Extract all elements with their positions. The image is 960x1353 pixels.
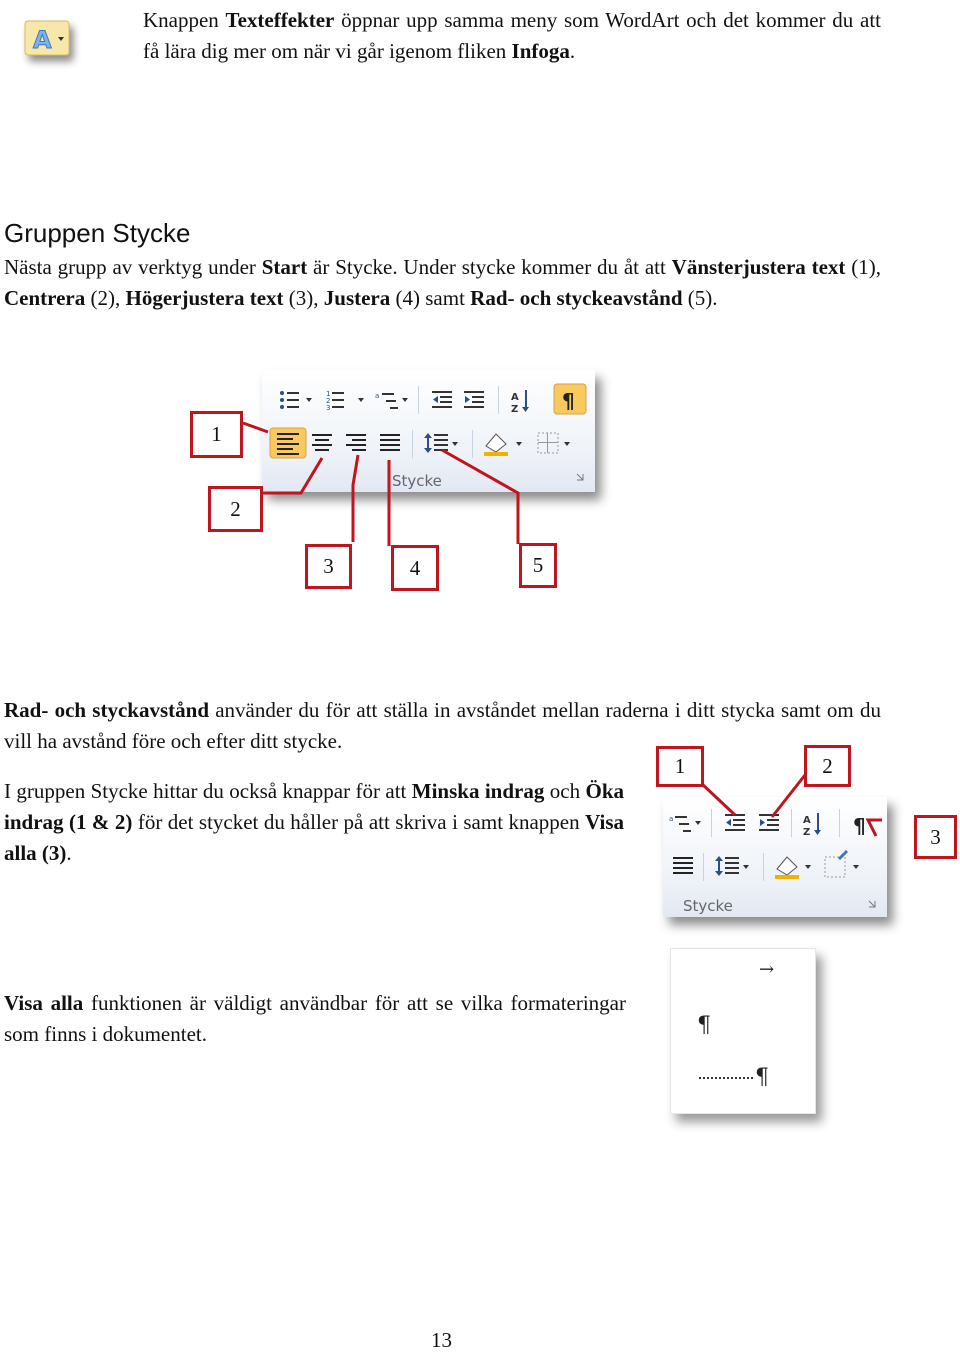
dotted-leader	[699, 1077, 753, 1079]
callout-3-align-right: 3	[305, 544, 352, 589]
indent-paragraph: I gruppen Stycke hittar du också knappar för att Minska indrag och Öka indrag (1 & 2) för det stycket du håller på att skriva i samt knappen Visa alla (3).	[4, 779, 625, 865]
svg-text:2: 2	[326, 397, 331, 405]
svg-text:A: A	[803, 815, 811, 826]
callout-2-center: 2	[208, 486, 263, 532]
paragraph-mark-2: ¶	[755, 1065, 769, 1090]
page-number: 13	[431, 1328, 452, 1352]
show-all-icon: ¶	[562, 389, 575, 413]
svg-text:a: a	[669, 815, 674, 823]
callout-3-show-all: 3	[914, 815, 957, 859]
svg-text:A: A	[511, 392, 519, 403]
paragraph-mark: ¶	[697, 1013, 711, 1038]
svg-text:a: a	[375, 392, 380, 400]
intro-infoga: Infoga	[511, 39, 570, 63]
callout-4-justify: 4	[391, 545, 439, 591]
svg-text:A: A	[33, 26, 52, 54]
svg-text:3: 3	[326, 404, 331, 412]
callout-5-line-spacing: 5	[519, 543, 557, 588]
intro-paragraph: Knappen Texteffekter öppnar upp samma meny som WordArt och det kommer du att få lära dig mer om när vi går igenom fliken Infoga.	[143, 8, 881, 63]
section-heading: Gruppen Stycke	[4, 218, 191, 248]
svg-text:Z: Z	[511, 404, 519, 415]
ribbon-group-label: Stycke	[392, 472, 442, 490]
section-paragraph: Nästa grupp av verktyg under Start är Stycke. Under stycke kommer du åt att Vänsterjustera text (1), Centrera (2), Högerjustera text (3), Justera (4) samt Rad- och styckeavstånd (5).	[4, 255, 881, 310]
callout-lines-small	[600, 730, 960, 910]
formatting-marks-figure	[670, 948, 816, 1114]
tab-arrow-mark: →	[759, 959, 775, 980]
intro-text-2: öppnar upp samma meny som WordArt och det kommer du att få lära dig mer om när vi går igenom fliken	[143, 8, 881, 63]
callout-1-decrease-indent: 1	[656, 746, 704, 787]
visa-alla-paragraph: Visa alla funktionen är väldigt användbar för att se vilka formateringar som finns i dokumentet.	[4, 991, 626, 1046]
callout-2-increase-indent: 2	[804, 745, 851, 787]
intro-text-1: Knappen	[143, 8, 226, 32]
intro-texteffekter: Texteffekter	[225, 8, 335, 32]
svg-text:Z: Z	[803, 827, 811, 838]
show-all-icon: ¶	[853, 814, 866, 838]
svg-text:1: 1	[326, 390, 331, 398]
ribbon-group-label-small: Stycke	[683, 897, 733, 915]
spacing-paragraph: Rad- och styckavstånd använder du för att ställa in avståndet mellan raderna i ditt stycka samt om du vill ha avstånd före och efter ditt stycke.	[4, 698, 881, 753]
callout-1-align-left: 1	[190, 411, 243, 458]
